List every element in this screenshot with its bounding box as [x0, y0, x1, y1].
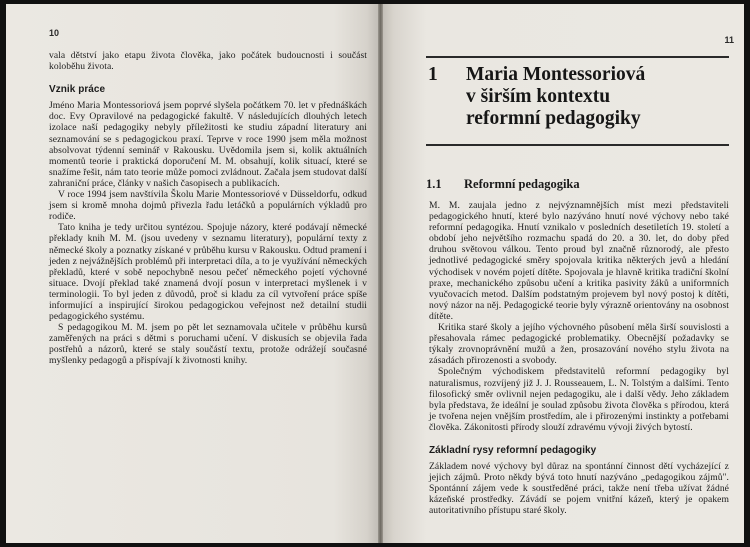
- page-number: 10: [49, 28, 60, 38]
- page-number: 11: [724, 35, 734, 45]
- chapter-title-line: v širším kontextu: [466, 86, 611, 107]
- left-page-body: [49, 50, 367, 367]
- section-heading: Vznik práce: [49, 84, 106, 96]
- paragraph: Jméno Maria Montessoriová jsem poprvé slyšela počátkem 70. let v přednáškách doc. Evy Opravilové na pedagogické fakultě. V následujících dlouhých letech izolace naší pedagogiky nebyly příležitosti ke studiu západní literatury ani seznamování se s pedagogickou praxí. Teprve v roce 1990 jsem měla možnost absolvovat týdenní seminář v Rakousku. Uvědomila jsem si, kolik aktuálních momentů teorie i praktická doporučení M. M. obsahují, kolik situací, které se snažíme řešit, nám tato teorie může pomoci zvládnout. Začala jsem studovat další zahraniční práce, články v našich časopisech a publikacích.: [49, 100, 367, 189]
- intro-paragraph: vala dětství jako etapu života člověka, jako počátek budoucnosti i součást koloběhu života.: [49, 50, 367, 73]
- paragraph: Tato kniha je tedy určitou syntézou. Spojuje názory, které podávají německé překlady knih M. M. (jsou uvedeny v seznamu literatury), populární texty z německé školy a poznatky získané v průběhu kursu v Rakousku. Odtud pramení i jeden z nejvážnějších problémů při interpretaci díla, a to je využívání německých překladů, které v sobě nepochybně nesou pečeť německého pojetí výchovné situace. Dvojí překlad také znamená dvojí posun v interpretaci myšlenek i v terminologii. To byl jeden z důvodů, proč si kladu za cíl vytvoření práce spíše informující a inspirující širokou pedagogickou veřejnost než detailní studii pedagogického systému.: [49, 222, 367, 323]
- subchapter-number: 1.1: [426, 177, 442, 191]
- left-page: [6, 4, 378, 543]
- paragraph: Kritika staré školy a jejího výchovného působení měla širší souvislosti a přesahovala rámec pedagogické problematiky. Obecnější požadavky se týkaly zrovnoprávnění mužů a žen, prosazování nového stylu života na zásadách přirozenosti a svobody.: [429, 322, 729, 367]
- chapter-heading: [428, 64, 728, 130]
- chapter-title-line: reformní pedagogiky: [466, 108, 641, 129]
- paragraph: Společným východiskem představitelů reformní pedagogiky byl naturalismus, rozvíjený již J. J. Rousseauem, L. N. Tolstým a dalšími. Tento filosofický směr ovlivnil nejen pedagogiku, ale i další vědy. Jeho základem byla představa, že ideální je soulad způsobu života člověka s přírodou, která je tvořena nejen vnějším prostředím, ale i přirozenými instinkty a potřebami člověka. Zákonitosti přírody slouží zdravému vývoji živých bytostí.: [429, 366, 729, 433]
- section-heading: Základní rysy reformní pedagogiky: [429, 444, 597, 456]
- chapter-title-line: Maria Montessoriová: [466, 64, 646, 85]
- subchapter-title: Reformní pedagogika: [464, 177, 580, 191]
- chapter-bottom-rule: [426, 144, 729, 146]
- subchapter-heading: [426, 177, 726, 192]
- chapter-number: 1: [428, 64, 438, 85]
- right-page: [383, 4, 744, 543]
- chapter-title: [466, 64, 645, 130]
- paragraph: Základem nové výchovy byl důraz na spontánní činnost dětí vycházející z jejich zájmů. Proto někdy bývá toto hnutí nazýváno „pedagogikou zájmů". Spontánní zájem vede k soustředěné práci, takže není třeba užívat žádné kázeňské prostředky. Závádí se pojem vnitřní kázeň, který je opakem autoritativního přístupu staré školy.: [429, 461, 729, 517]
- paragraph: V roce 1994 jsem navštívila Školu Marie Montessoriové v Düsseldorfu, odkud jsem si kromě mnoha dojmů přivezla řadu letáčků a populárních výkladů pro rodiče.: [49, 189, 367, 223]
- paragraph: M. M. zaujala jedno z nejvýznamnějších míst mezi představiteli pedagogického hnutí, které bylo nazýváno hnutí nové výchovy nebo také reformní pedagogika. Hnutí vznikalo v posledních desetiletích 19. století a období jeho největšího rozmachu spadá do 20. a 30. let, do doby před druhou světovou válkou. Tento proud byl značně různorodý, ale přesto jednotlivé pedagogické směry spojovala kritika některých jevů a hledání východisek v novém pojetí dítěte. Spojovala je hlavně kritika tradiční školní praxe, mechanického způsobu učení a kritika pasivity žáků a uniformních vyučovacích metod. Dalším podstatným projevem byl nový postoj k dítěti, nový názor na něj. Pedagogické teorie byly výrazně orientovány na osobnost dítěte.: [429, 200, 729, 322]
- right-page-body: [429, 200, 729, 517]
- chapter-top-rule: [426, 56, 729, 58]
- paragraph: S pedagogikou M. M. jsem po pět let seznamovala učitele v průběhu kursů zaměřených na práci s dětmi s poruchami učení. V diskusích se objevila řada postřehů a názorů, které se staly součástí textu, protože odrážejí současné myšlenky pedagogů a přispívají k životnosti knihy.: [49, 322, 367, 367]
